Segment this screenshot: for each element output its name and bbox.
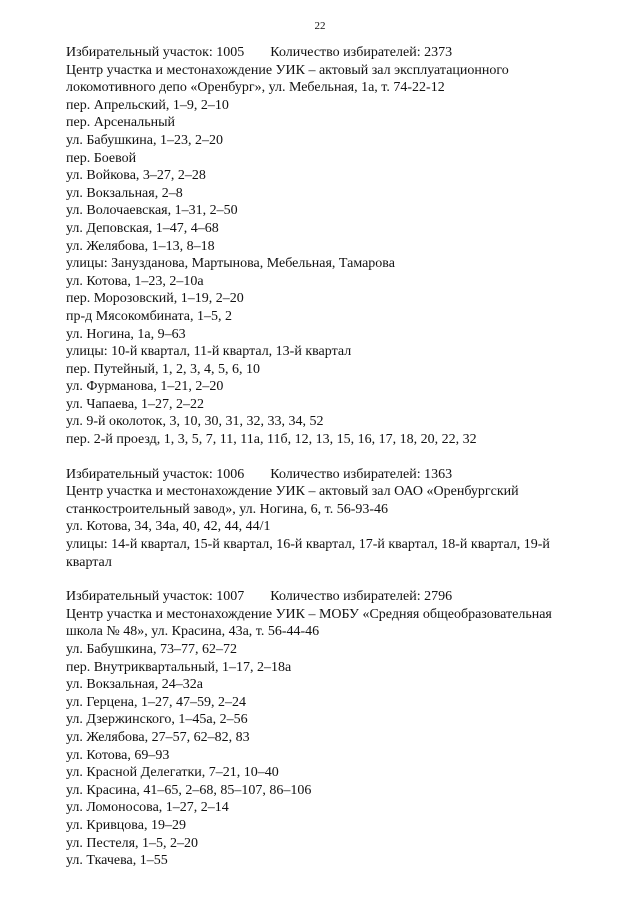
street-item: пр-д Мясокомбината, 1–5, 2 bbox=[66, 308, 233, 324]
street-item: ул. Красной Делегатки, 7–21, 10–40 bbox=[66, 765, 279, 781]
street-item: улицы: Занузданова, Мартынова, Мебельная, Тамарова bbox=[66, 256, 395, 272]
center-description: локомотивного депо «Оренбург», ул. Мебельная, 1а, т. 74-22-12 bbox=[66, 80, 445, 96]
precinct-section bbox=[66, 588, 611, 870]
street-item: ул. Дзержинского, 1–45а, 2–56 bbox=[66, 712, 248, 728]
center-description: Центр участка и местонахождение УИК – актовый зал эксплуатационного bbox=[66, 62, 509, 78]
street-item: ул. Котова, 34, 34а, 40, 42, 44, 44/1 bbox=[66, 519, 271, 535]
street-item: пер. Боевой bbox=[66, 150, 137, 166]
street-item: ул. Бабушкина, 73–77, 62–72 bbox=[66, 642, 237, 657]
street-item: улицы: 10-й квартал, 11-й квартал, 13-й квартал bbox=[66, 344, 352, 360]
precinct-header bbox=[66, 588, 611, 606]
voter-count: Количество избирателей: 2796 bbox=[270, 589, 453, 605]
street-item: ул. Вокзальная, 2–8 bbox=[66, 185, 183, 201]
center-description: школа № 48», ул. Красина, 43а, т. 56-44-46 bbox=[66, 624, 320, 640]
precinct-number: Избирательный участок: 1007 bbox=[66, 589, 245, 605]
street-item: пер. Морозовский, 1–19, 2–20 bbox=[66, 291, 244, 307]
street-item: пер. Арсенальный bbox=[66, 115, 176, 131]
street-item: ул. Герцена, 1–27, 47–59, 2–24 bbox=[66, 694, 247, 710]
street-list bbox=[66, 518, 611, 571]
street-item: ул. Кривцова, 19–29 bbox=[66, 817, 186, 833]
street-item: ул. Бабушкина, 1–23, 2–20 bbox=[66, 132, 223, 148]
street-item: ул. Ткачева, 1–55 bbox=[66, 853, 168, 869]
precinct-section bbox=[66, 44, 611, 449]
street-item: ул. Вокзальная, 24–32а bbox=[66, 677, 203, 693]
street-item: ул. Волочаевская, 1–31, 2–50 bbox=[66, 203, 238, 219]
center-description: Центр участка и местонахождение УИК – актовый зал ОАО «Оренбургский bbox=[66, 484, 519, 500]
street-item: ул. Войкова, 3–27, 2–28 bbox=[66, 168, 206, 184]
page-number: 22 bbox=[314, 20, 326, 32]
street-item: ул. Желябова, 27–57, 62–82, 83 bbox=[66, 729, 250, 745]
precinct-header bbox=[66, 44, 611, 62]
street-item: ул. Чапаева, 1–27, 2–22 bbox=[66, 396, 205, 412]
street-item: пер. Апрельский, 1–9, 2–10 bbox=[66, 97, 229, 113]
precinct-number: Избирательный участок: 1005 bbox=[66, 45, 245, 60]
precinct-section bbox=[66, 466, 611, 572]
precinct-number: Избирательный участок: 1006 bbox=[66, 466, 245, 482]
street-item: ул. Красина, 41–65, 2–68, 85–107, 86–106 bbox=[66, 782, 312, 798]
precinct-header bbox=[66, 466, 611, 484]
center-description: станкостроительный завод», ул. Ногина, 6, т. 56-93-46 bbox=[66, 501, 389, 517]
street-item: улицы: 14-й квартал, 15-й квартал, 16-й квартал, 17-й квартал, 18-й квартал, 19-й bbox=[66, 537, 550, 553]
street-list bbox=[66, 97, 611, 449]
street-item: ул. Котова, 69–93 bbox=[66, 747, 170, 763]
street-item: ул. Котова, 1–23, 2–10а bbox=[66, 273, 204, 289]
street-item: ул. 9-й околоток, 3, 10, 30, 31, 32, 33, 34, 52 bbox=[66, 414, 324, 430]
street-item: ул. Пестеля, 1–5, 2–20 bbox=[66, 835, 199, 851]
street-item: пер. Путейный, 1, 2, 3, 4, 5, 6, 10 bbox=[66, 361, 261, 377]
street-item: ул. Фурманова, 1–21, 2–20 bbox=[66, 379, 224, 395]
street-item: пер. Внутриквартальный, 1–17, 2–18а bbox=[66, 659, 292, 675]
street-item: ул. Ломоносова, 1–27, 2–14 bbox=[66, 800, 229, 816]
street-item: ул. Деповская, 1–47, 4–68 bbox=[66, 220, 219, 236]
center-description: Центр участка и местонахождение УИК – МОБУ «Средняя общеобразовательная bbox=[66, 606, 552, 622]
document-body bbox=[66, 44, 611, 870]
street-item: ул. Ногина, 1а, 9–63 bbox=[66, 326, 186, 342]
voter-count: Количество избирателей: 2373 bbox=[270, 45, 453, 60]
street-item: квартал bbox=[66, 554, 112, 570]
street-item: ул. Желябова, 1–13, 8–18 bbox=[66, 238, 215, 254]
street-list bbox=[66, 641, 611, 870]
voter-count: Количество избирателей: 1363 bbox=[270, 466, 453, 482]
street-item: пер. 2-й проезд, 1, 3, 5, 7, 11, 11а, 11б, 12, 13, 15, 16, 17, 18, 20, 22, 32 bbox=[66, 432, 477, 448]
